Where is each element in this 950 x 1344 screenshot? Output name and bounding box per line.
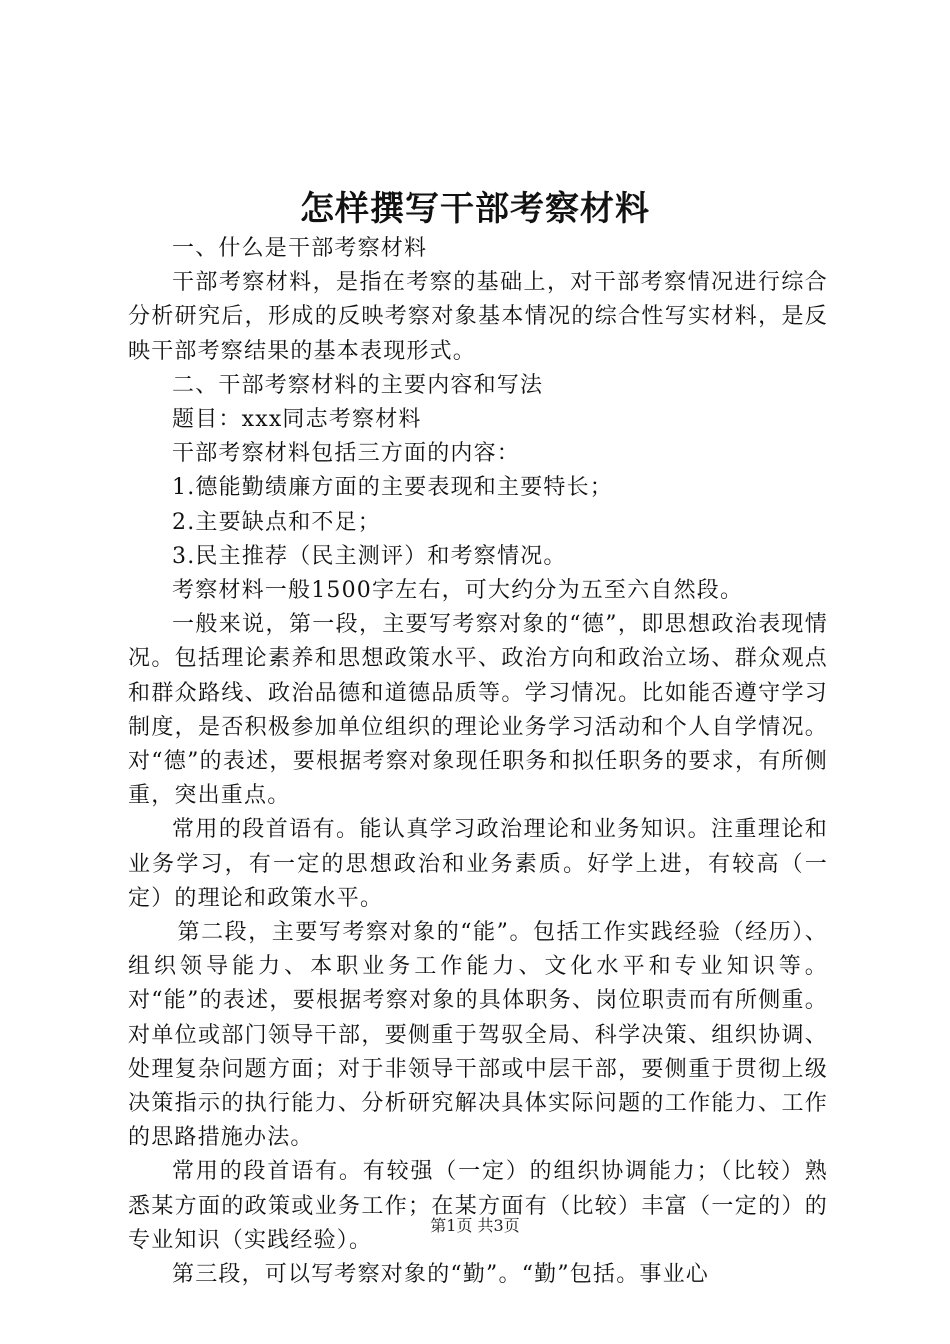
paragraph: 常用的段首语有。能认真学习政治理论和业务知识。注重理论和业务学习，有一定的思想政治和业务素质。好学上进，有较高（一定）的理论和政策水平。 — [128, 817, 828, 911]
document-body — [128, 232, 828, 1292]
paragraph: 一、什么是干部考察材料 — [172, 236, 428, 261]
paragraph: 二、干部考察材料的主要内容和写法 — [172, 372, 544, 398]
list-item: 1.德能勤绩廉方面的主要表现和主要特长； — [172, 475, 613, 501]
paragraph: 第三段，可以写考察对象的“勤”。“勤”包括。事业心 — [172, 1262, 709, 1288]
paragraph: 干部考察材料包括三方面的内容： — [172, 441, 521, 467]
page-footer: 第1页 共3页 — [430, 1216, 520, 1235]
paragraph: 一般来说，第一段，主要写考察对象的“德”，即思想政治表现情况。包括理论素养和思想政策水平、政治方向和政治立场、群众观点和群众路线、政治品德和道德品质等。学习情况。比如能否遵守学习制度，是否积极参加单位组织的理论业务学习活动和个人自学情况。对“德”的表述，要根据考察对象现任职务和拟任职务的要求，有所侧重，突出重点。 — [128, 612, 828, 809]
paragraph: 考察材料一般1500字左右，可大约分为五至六自然段。 — [172, 578, 744, 604]
paragraph: 题目：xxx同志考察材料 — [172, 407, 422, 433]
document-title: 怎样撰写干部考察材料 — [300, 189, 650, 229]
paragraph: 第二段，主要写考察对象的“能”。包括工作实践经验（经历）、组织领导能力、本职业务工作能力、文化水平和专业知识等。对“能”的表述，要根据考察对象的具体职务、岗位职责而有所侧重。对单位或部门领导干部，要侧重于驾驭全局、科学决策、组织协调、处理复杂问题方面；对于非领导干部或中层干部，要侧重于贯彻上级决策指示的执行能力、分析研究解决具体实际问题的工作能力、工作的思路措施办法。 — [128, 920, 828, 1151]
list-item: 3.民主推荐（民主测评）和考察情况。 — [172, 543, 567, 569]
paragraph: 常用的段首语有。有较强（一定）的组织协调能力；（比较）熟悉某方面的政策或业务工作；在某方面有（比较）丰富（一定的）的专业知识（实践经验）。 — [128, 1159, 828, 1253]
list-item: 2.主要缺点和不足； — [172, 509, 381, 535]
paragraph: 干部考察材料，是指在考察的基础上，对干部考察情况进行综合分析研究后，形成的反映考察对象基本情况的综合性写实材料，是反映干部考察结果的基本表现形式。 — [128, 270, 828, 364]
